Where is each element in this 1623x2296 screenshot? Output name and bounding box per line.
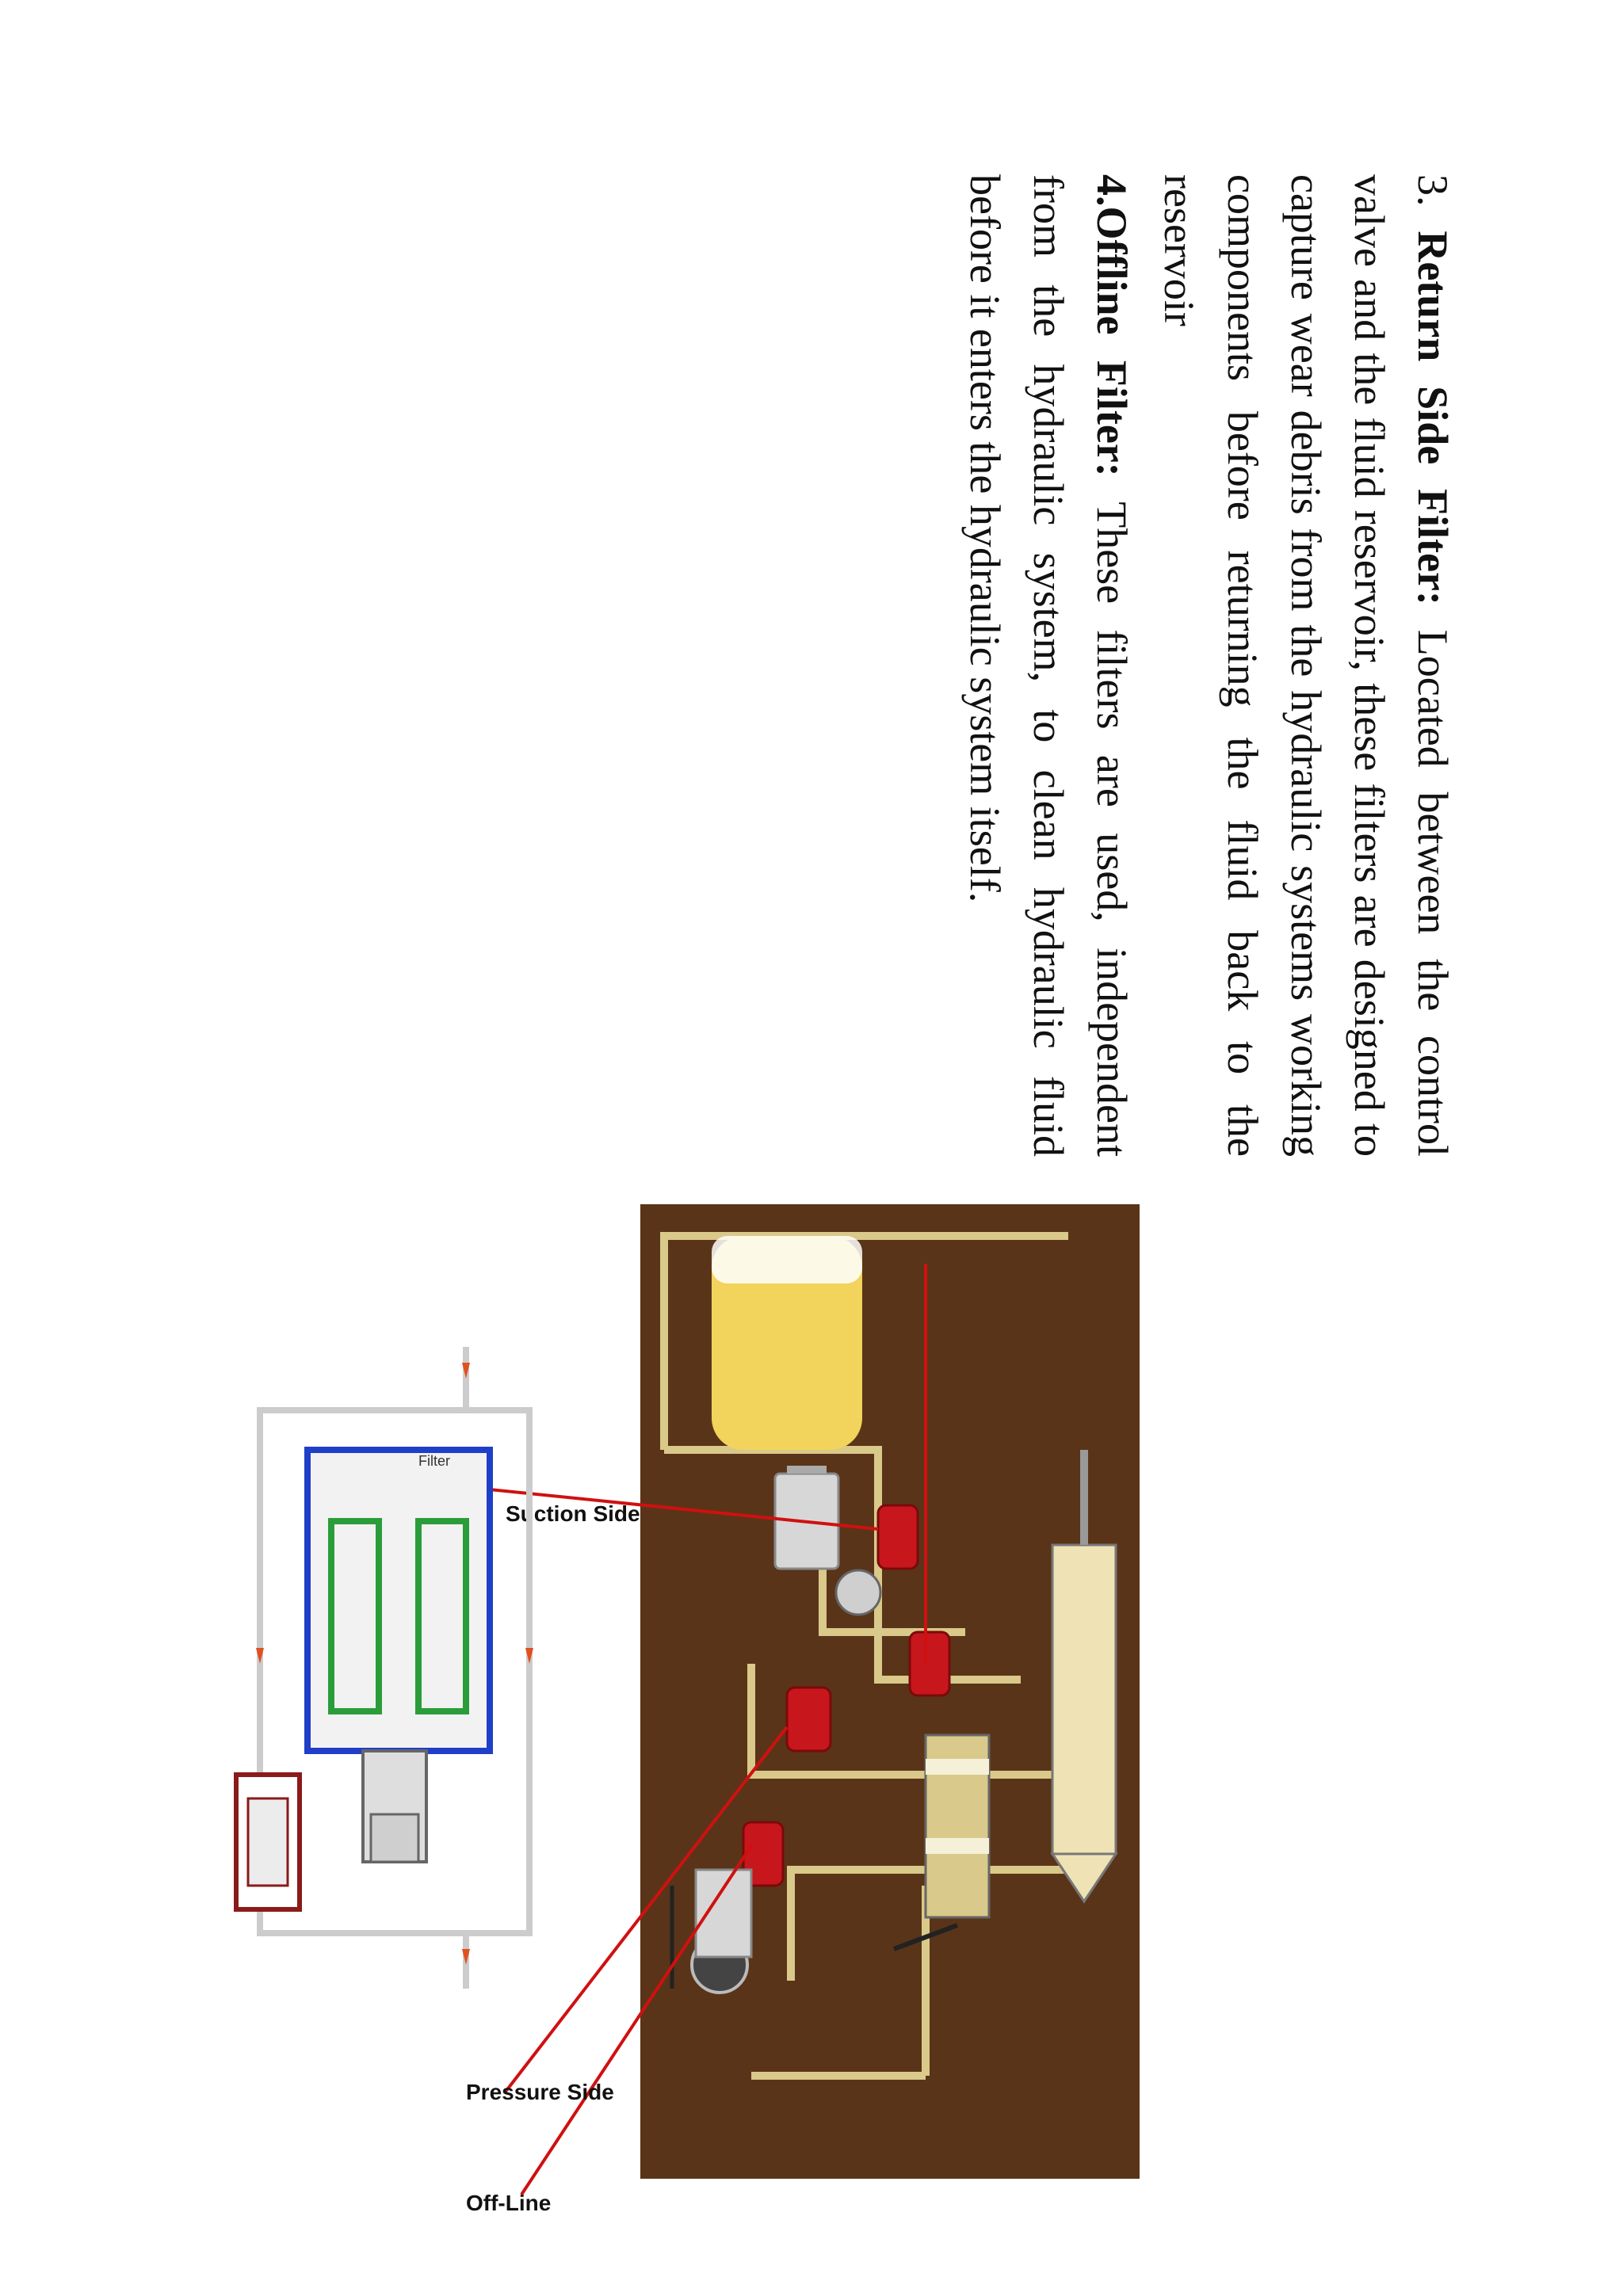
suction-filter — [878, 1505, 918, 1569]
pump — [836, 1570, 880, 1615]
section-number: 4. — [1088, 174, 1136, 207]
pressure-side-label: Pressure Side — [466, 2080, 614, 2104]
motor — [775, 1466, 838, 1569]
return-filter — [910, 1632, 949, 1695]
section-offline-filter — [953, 174, 1144, 1157]
filter-housing — [307, 1450, 490, 1862]
section-heading: Return Side Filter: — [1409, 231, 1457, 605]
bypass-valve — [236, 1775, 300, 1909]
suction-side-label: Suction Side — [506, 1501, 640, 1526]
filter-label: Filter — [418, 1453, 450, 1469]
filter-bypass-diagram — [197, 1331, 561, 2004]
section-return-side-filter — [1148, 174, 1465, 1157]
section-heading: Offline Filter: — [1088, 206, 1136, 477]
off-line-label: Off-Line — [466, 2191, 552, 2215]
section-number: 3. — [1409, 174, 1457, 207]
reservoir — [712, 1236, 862, 1450]
section-body: These filters are used, independent from the hydraulic system, to clean hydraulic fluid before it enters the hydraulic system itself. — [961, 174, 1136, 1157]
section-body: Located between the control valve and the fluid reservoir, these filters are designed to capture wear debris from the hydraulic systems working components before returning the fluid back to the reservoir — [1155, 174, 1457, 1158]
pressure-filter — [787, 1688, 831, 1751]
